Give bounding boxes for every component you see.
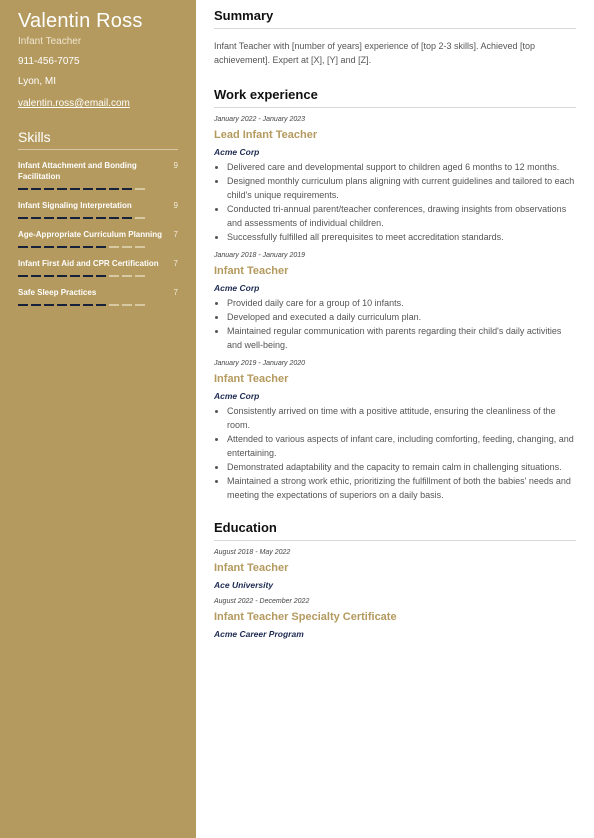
rating-dot-empty bbox=[135, 188, 145, 190]
work-entry bbox=[214, 360, 576, 502]
rating-dot-filled bbox=[109, 188, 119, 190]
entry-organization: Acme Corp bbox=[214, 391, 260, 401]
rating-dot-filled bbox=[96, 188, 106, 190]
bullet-item: • Attended to various aspects of infant care, including comforting, feeding, changing, and entertaining. bbox=[227, 432, 576, 460]
bullet-item: • Maintained regular communication with parents regarding their child's daily activities and well-being. bbox=[227, 324, 576, 352]
rating-dot-filled bbox=[31, 275, 41, 277]
education-list bbox=[214, 549, 576, 639]
rating-dot-filled bbox=[70, 246, 80, 248]
skill-row bbox=[18, 258, 178, 269]
rating-dot-empty bbox=[122, 304, 132, 306]
rating-dot-empty bbox=[135, 217, 145, 219]
skill-row bbox=[18, 160, 178, 182]
rating-dot-filled bbox=[44, 304, 54, 306]
rating-dot-filled bbox=[83, 246, 93, 248]
entry-degree: Infant Teacher Specialty Certificate bbox=[214, 611, 397, 623]
skill-item bbox=[18, 258, 178, 277]
rating-dot-filled bbox=[70, 188, 80, 190]
bullet-item: • Developed and executed a daily curriculum plan. bbox=[227, 310, 576, 324]
rating-dot-empty bbox=[122, 246, 132, 248]
skill-item bbox=[18, 229, 178, 248]
skill-name: Safe Sleep Practices bbox=[18, 288, 97, 297]
skill-row bbox=[18, 229, 178, 240]
bullet-item: • Delivered care and developmental support to children aged 6 months to 12 months. bbox=[227, 160, 576, 174]
rating-dot-empty bbox=[109, 304, 119, 306]
rating-dot-filled bbox=[96, 246, 106, 248]
rating-dot-filled bbox=[31, 188, 41, 190]
rating-dot-filled bbox=[70, 275, 80, 277]
skill-level: 7 bbox=[173, 259, 178, 268]
skill-name: Infant Signaling Interpretation bbox=[18, 201, 132, 210]
entry-degree: Infant Teacher bbox=[214, 562, 289, 574]
skill-level: 7 bbox=[173, 288, 178, 297]
rating-dot-filled bbox=[18, 304, 28, 306]
education-heading: Education bbox=[214, 520, 576, 541]
skills-list bbox=[18, 160, 178, 306]
entry-role: Lead Infant Teacher bbox=[214, 129, 318, 141]
entry-institution: Ace University bbox=[214, 580, 274, 590]
entry-role: Infant Teacher bbox=[214, 265, 289, 277]
rating-dot-filled bbox=[44, 246, 54, 248]
rating-dot-filled bbox=[18, 188, 28, 190]
entry-date: January 2018 - January 2019 bbox=[214, 252, 306, 259]
entry-institution: Acme Career Program bbox=[214, 629, 304, 639]
work-entry bbox=[214, 252, 576, 352]
skill-name: Infant Attachment and Bonding Facilitation bbox=[18, 161, 137, 181]
skill-level: 7 bbox=[173, 230, 178, 239]
rating-dot-empty bbox=[109, 246, 119, 248]
bullet-item: • Provided daily care for a group of 10 infants. bbox=[227, 296, 576, 310]
skill-rating-bar bbox=[18, 275, 178, 277]
skill-row bbox=[18, 287, 178, 298]
rating-dot-filled bbox=[18, 217, 28, 219]
rating-dot-filled bbox=[57, 275, 67, 277]
location-text: Lyon, MI bbox=[18, 76, 56, 87]
bullet-item: • Consistently arrived on time with a positive attitude, ensuring the cleanliness of the room. bbox=[227, 404, 576, 432]
work-entry bbox=[214, 116, 576, 244]
work-experience-heading: Work experience bbox=[214, 87, 576, 108]
rating-dot-filled bbox=[57, 217, 67, 219]
skill-name: Infant First Aid and CPR Certification bbox=[18, 259, 159, 268]
skill-level: 9 bbox=[173, 201, 178, 210]
rating-dot-filled bbox=[44, 188, 54, 190]
rating-dot-filled bbox=[18, 275, 28, 277]
skills-heading: Skills bbox=[18, 129, 178, 150]
rating-dot-filled bbox=[109, 217, 119, 219]
rating-dot-filled bbox=[122, 217, 132, 219]
rating-dot-filled bbox=[44, 275, 54, 277]
skill-row bbox=[18, 200, 178, 211]
sidebar bbox=[0, 0, 196, 838]
skill-rating-bar bbox=[18, 304, 178, 306]
rating-dot-filled bbox=[31, 304, 41, 306]
skill-name: Age-Appropriate Curriculum Planning bbox=[18, 230, 163, 239]
entry-organization: Acme Corp bbox=[214, 283, 260, 293]
rating-dot-filled bbox=[70, 217, 80, 219]
rating-dot-filled bbox=[57, 304, 67, 306]
main-content bbox=[214, 0, 576, 639]
rating-dot-empty bbox=[122, 275, 132, 277]
skill-item bbox=[18, 160, 178, 190]
rating-dot-filled bbox=[83, 304, 93, 306]
rating-dot-filled bbox=[57, 246, 67, 248]
rating-dot-filled bbox=[96, 275, 106, 277]
entry-date: August 2022 - December 2022 bbox=[214, 598, 310, 605]
email-link[interactable]: valentin.ross@email.com bbox=[18, 98, 130, 109]
rating-dot-filled bbox=[83, 275, 93, 277]
entry-date: August 2018 - May 2022 bbox=[214, 549, 291, 556]
rating-dot-filled bbox=[83, 188, 93, 190]
bullet-item: • Designed monthly curriculum plans aligning with current guidelines and tailored to each child's unique requirements. bbox=[227, 174, 576, 202]
education-entry bbox=[214, 549, 576, 590]
rating-dot-filled bbox=[18, 246, 28, 248]
summary-heading: Summary bbox=[214, 8, 576, 29]
candidate-title: Infant Teacher bbox=[18, 36, 82, 47]
rating-dot-filled bbox=[96, 304, 106, 306]
rating-dot-filled bbox=[96, 217, 106, 219]
entry-bullets bbox=[214, 404, 576, 502]
rating-dot-empty bbox=[135, 304, 145, 306]
rating-dot-filled bbox=[83, 217, 93, 219]
summary-text: Infant Teacher with [number of years] experience of [top 2-3 skills]. Achieved [top achievement]. Expert at [X], [Y] and [Z]. bbox=[214, 41, 536, 65]
bullet-item: • Successfully fulfilled all prerequisites to meet accreditation standards. bbox=[227, 230, 576, 244]
rating-dot-filled bbox=[31, 246, 41, 248]
entry-bullets bbox=[214, 296, 576, 352]
bullet-item: • Demonstrated adaptability and the capacity to remain calm in challenging situations. bbox=[227, 460, 576, 474]
rating-dot-filled bbox=[57, 188, 67, 190]
work-experience-list bbox=[214, 116, 576, 502]
rating-dot-filled bbox=[122, 188, 132, 190]
entry-organization: Acme Corp bbox=[214, 147, 260, 157]
rating-dot-filled bbox=[70, 304, 80, 306]
skill-item bbox=[18, 287, 178, 306]
bullet-item: • Conducted tri-annual parent/teacher conferences, drawing insights from observations and assessments of individual children. bbox=[227, 202, 576, 230]
entry-role: Infant Teacher bbox=[214, 373, 289, 385]
skill-item bbox=[18, 200, 178, 219]
candidate-name: Valentin Ross bbox=[18, 10, 143, 32]
rating-dot-filled bbox=[31, 217, 41, 219]
rating-dot-filled bbox=[44, 217, 54, 219]
entry-date: January 2022 - January 2023 bbox=[214, 116, 306, 123]
entry-date: January 2019 - January 2020 bbox=[214, 360, 306, 367]
skill-rating-bar bbox=[18, 217, 178, 219]
bullet-item: • Maintained a strong work ethic, prioritizing the fulfillment of both the babies' needs and meeting the expectations of superiors on a daily basis. bbox=[227, 474, 576, 502]
rating-dot-empty bbox=[135, 275, 145, 277]
skill-rating-bar bbox=[18, 188, 178, 190]
skill-rating-bar bbox=[18, 246, 178, 248]
rating-dot-empty bbox=[109, 275, 119, 277]
education-entry bbox=[214, 598, 576, 639]
phone-text: 911-456-7075 bbox=[18, 56, 80, 67]
entry-bullets bbox=[214, 160, 576, 244]
skill-level: 9 bbox=[173, 161, 178, 170]
rating-dot-empty bbox=[135, 246, 145, 248]
